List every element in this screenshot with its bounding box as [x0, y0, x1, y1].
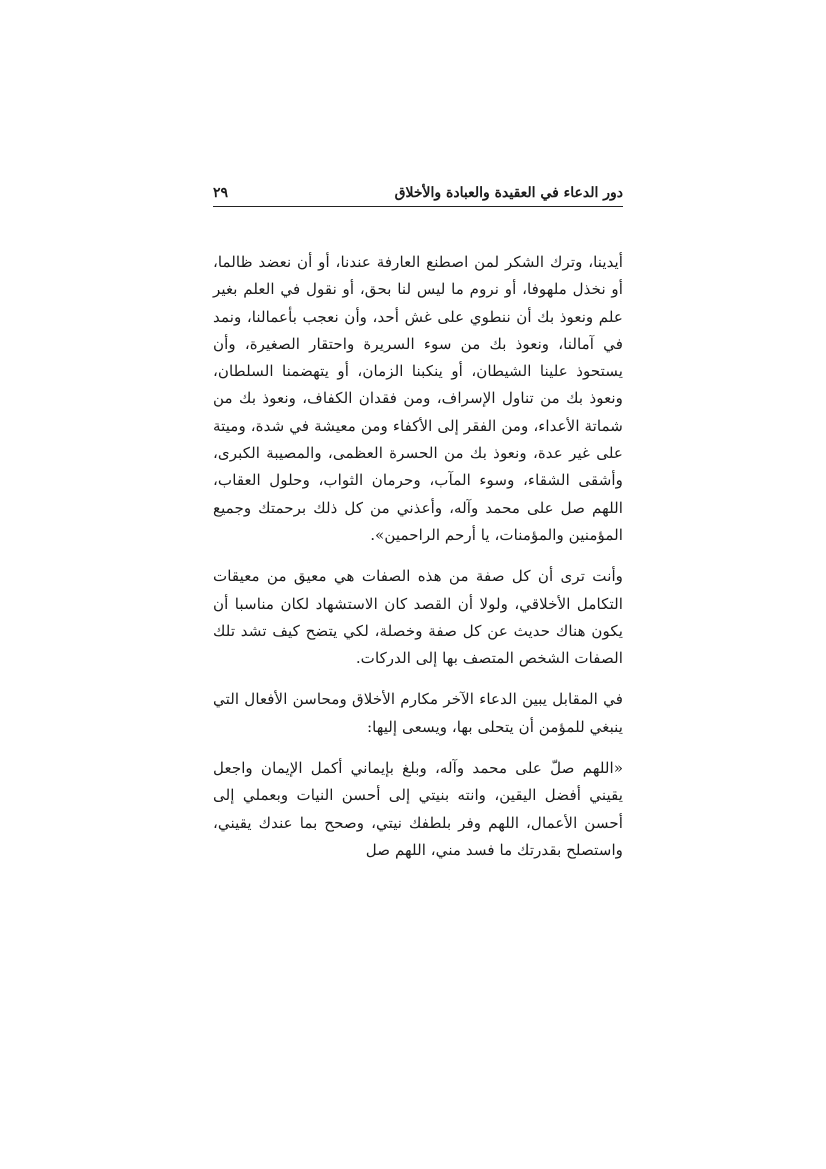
paragraph-1: أيدينا، وترك الشكر لمن اصطنع العارفة عندنا، أو أن نعضد ظالما، أو نخذل ملهوفا، أو نروم ما ليس لنا بحق، أو نقول في العلم بغير علم ونعوذ بك أن ننطوي على غش أحد، وأن نعجب بأعمالنا، ونمد في آمالنا، ونعوذ بك من سوء السريرة واحتقار الصغيرة، وأن يستحوذ علينا الشيطان، أو ينكبنا الزمان، أو يتهضمنا السلطان، ونعوذ بك من تناول الإسراف، ومن فقدان الكفاف، ونعوذ بك من شماتة الأعداء، ومن الفقر إلى الأكفاء ومن معيشة في شدة، وميتة على غير عدة، ونعوذ بك من الحسرة العظمى، والمصيبة الكبرى، وأشقى الشقاء، وسوء المآب، وحرمان الثواب، وحلول العقاب، اللهم صل على محمد وآله، وأعذني من كل ذلك برحمتك وجميع المؤمنين والمؤمنات، يا أرحم الراحمين».: [213, 253, 623, 544]
paragraph-3: في المقابل يبين الدعاء الآخر مكارم الأخلاق ومحاسن الأفعال التي ينبغي للمؤمن أن يتحلى بها، ويسعى إليها:: [213, 690, 623, 736]
paragraph-2: وأنت ترى أن كل صفة من هذه الصفات هي معيق من معيقات التكامل الأخلاقي، ولولا أن القصد كان الاستشهاد لكان مناسبا أن يكون هناك حديث عن كل صفة وخصلة، لكي يتضح كيف تشد تلك الصفات الشخص المتصف بها إلى الدركات.: [213, 567, 623, 668]
running-title: دور الدعاء في العقيدة والعبادة والأخلاق: [394, 185, 623, 201]
body-text: [213, 249, 623, 864]
book-page: [213, 185, 623, 878]
paragraph-4: «اللهم صلّ على محمد وآله، وبلغ بإيماني أكمل الإيمان واجعل يقيني أفضل اليقين، وانته بنيتي إلى أحسن النيات وبعملي إلى أحسن الأعمال، اللهم وفر بلطفك نيتي، وصحح بما عندك يقيني، واستصلح بقدرتك ما فسد مني، اللهم صل: [213, 759, 623, 859]
page-number: ٢٩: [213, 185, 229, 201]
running-header: [213, 185, 623, 207]
